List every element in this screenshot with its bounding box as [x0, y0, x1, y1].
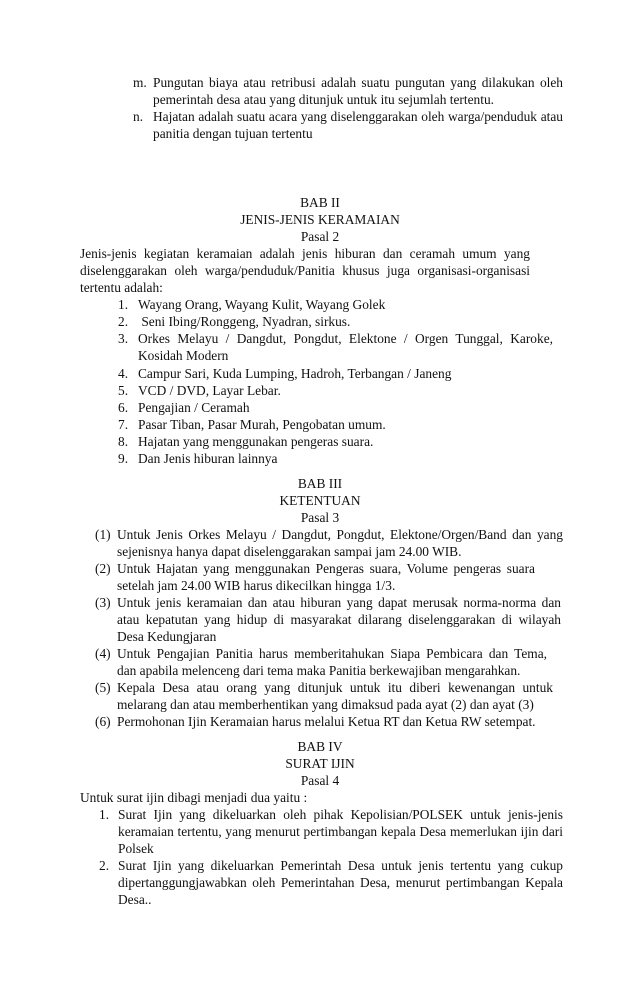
item-label: 2. [118, 314, 129, 329]
item-label: m. [133, 75, 147, 90]
item-text: Untuk Jenis Orkes Melayu / Dangdut, Pongdut, Elektone/Orgen/Band dan yang sejenisnya hanya dapat diselenggarakan sampai jam 24.00 WIB. [117, 527, 563, 559]
item-text: Untuk jenis keramaian dan atau hiburan yang dapat merusak norma-norma dan atau kepatutan yang hidup di masyarakat dilarang diselenggarakan di wilayah Desa Kedungjaran [117, 595, 561, 644]
chapter-title: JENIS-JENIS KERAMAIAN [240, 212, 400, 227]
chapter-heading: BAB II [300, 195, 340, 210]
article-heading: Pasal 2 [300, 229, 340, 244]
list-item [118, 433, 558, 450]
list-item [133, 108, 563, 142]
list-item [118, 416, 558, 433]
chapter-heading: BAB IV [297, 739, 343, 754]
article-heading: Pasal 4 [300, 773, 340, 788]
item-label: 2. [99, 858, 110, 873]
item-text: Pengajian / Ceramah [138, 400, 250, 415]
list-item [133, 74, 563, 108]
item-label: (5) [95, 680, 111, 695]
list-item [118, 365, 558, 382]
item-text: Dan Jenis hiburan lainnya [138, 451, 278, 466]
item-label: 7. [118, 417, 129, 432]
list-item [95, 594, 561, 645]
list-item [95, 645, 547, 679]
paragraph: Jenis-jenis kegiatan keramaian adalah jenis hiburan dan ceramah umum yang diselenggarakan oleh warga/penduduk/Panitia khusus juga organisasi-organisasi tertentu adalah: [80, 246, 530, 295]
item-label: (4) [95, 646, 111, 661]
list-item [118, 296, 558, 313]
item-text: Permohonan Ijin Keramaian harus melalui Ketua RT dan Ketua RW setempat. [117, 714, 536, 729]
item-text: Surat Ijin yang dikeluarkan oleh pihak Kepolisian/POLSEK untuk jenis-jenis keramaian tertentu, yang menurut pertimbangan kepala Desa memerlukan ijin dari Polsek [118, 807, 563, 856]
list-item [95, 526, 563, 560]
item-label: 5. [118, 383, 129, 398]
item-label: n. [133, 109, 144, 124]
item-label: (6) [95, 714, 111, 729]
item-label: 6. [118, 400, 129, 415]
list-item [95, 713, 575, 730]
item-text: Seni Ibing/Ronggeng, Nyadran, sirkus. [138, 314, 351, 329]
list-item [95, 679, 553, 713]
item-text: Hajatan yang menggunakan pengeras suara. [138, 434, 374, 449]
item-label: (1) [95, 527, 111, 542]
item-label: 9. [118, 451, 129, 466]
item-label: 1. [99, 807, 110, 822]
item-text: Surat Ijin yang dikeluarkan Pemerintah Desa untuk jenis tertentu yang cukup dipertanggungjawabkan oleh Pemerintahan Desa, menurut pertimbangan Kepala Desa.. [118, 858, 563, 907]
item-label: (3) [95, 595, 111, 610]
chapter-title: KETENTUAN [279, 493, 361, 508]
list-item [99, 857, 563, 908]
list-item [118, 313, 558, 330]
list-item [99, 806, 563, 857]
list-item [118, 450, 558, 467]
item-text: Untuk Hajatan yang menggunakan Pengeras suara, Volume pengeras suara setelah jam 24.00 WIB harus dikecilkan hingga 1/3. [117, 561, 535, 593]
list-item [95, 560, 535, 594]
item-text: Campur Sari, Kuda Lumping, Hadroh, Terbangan / Janeng [138, 366, 452, 381]
list-item [118, 399, 558, 416]
item-text: Pasar Tiban, Pasar Murah, Pengobatan umum. [138, 417, 386, 432]
item-text: Hajatan adalah suatu acara yang diselenggarakan oleh warga/penduduk atau panitia dengan tujuan tertentu [153, 109, 563, 141]
item-text: Orkes Melayu / Dangdut, Pongdut, Elektone / Orgen Tunggal, Karoke, Kosidah Modern [138, 331, 553, 363]
item-label: 1. [118, 297, 129, 312]
list-item [118, 382, 558, 399]
list-item [118, 330, 558, 364]
item-text: Wayang Orang, Wayang Kulit, Wayang Golek [138, 297, 386, 312]
paragraph: Untuk surat ijin dibagi menjadi dua yaitu : [80, 790, 308, 805]
item-label: 4. [118, 366, 129, 381]
article-heading: Pasal 3 [300, 510, 340, 525]
item-text: Pungutan biaya atau retribusi adalah suatu pungutan yang dilakukan oleh pemerintah desa atau yang ditunjuk untuk itu sejumlah tertentu. [153, 75, 563, 107]
item-label: 3. [118, 331, 129, 346]
item-label: (2) [95, 561, 111, 576]
chapter-title: SURAT IJIN [285, 756, 355, 771]
chapter-heading: BAB III [297, 476, 343, 491]
item-label: 8. [118, 434, 129, 449]
item-text: Kepala Desa atau orang yang ditunjuk untuk itu diberi kewenangan untuk melarang dan atau memberhentikan yang dimaksud pada ayat (2) dan ayat (3) [117, 680, 553, 712]
item-text: VCD / DVD, Layar Lebar. [138, 383, 281, 398]
item-text: Untuk Pengajian Panitia harus memberitahukan Siapa Pembicara dan Tema, dan apabila melenceng dari tema maka Panitia berkewajiban mengarahkan. [117, 646, 547, 678]
